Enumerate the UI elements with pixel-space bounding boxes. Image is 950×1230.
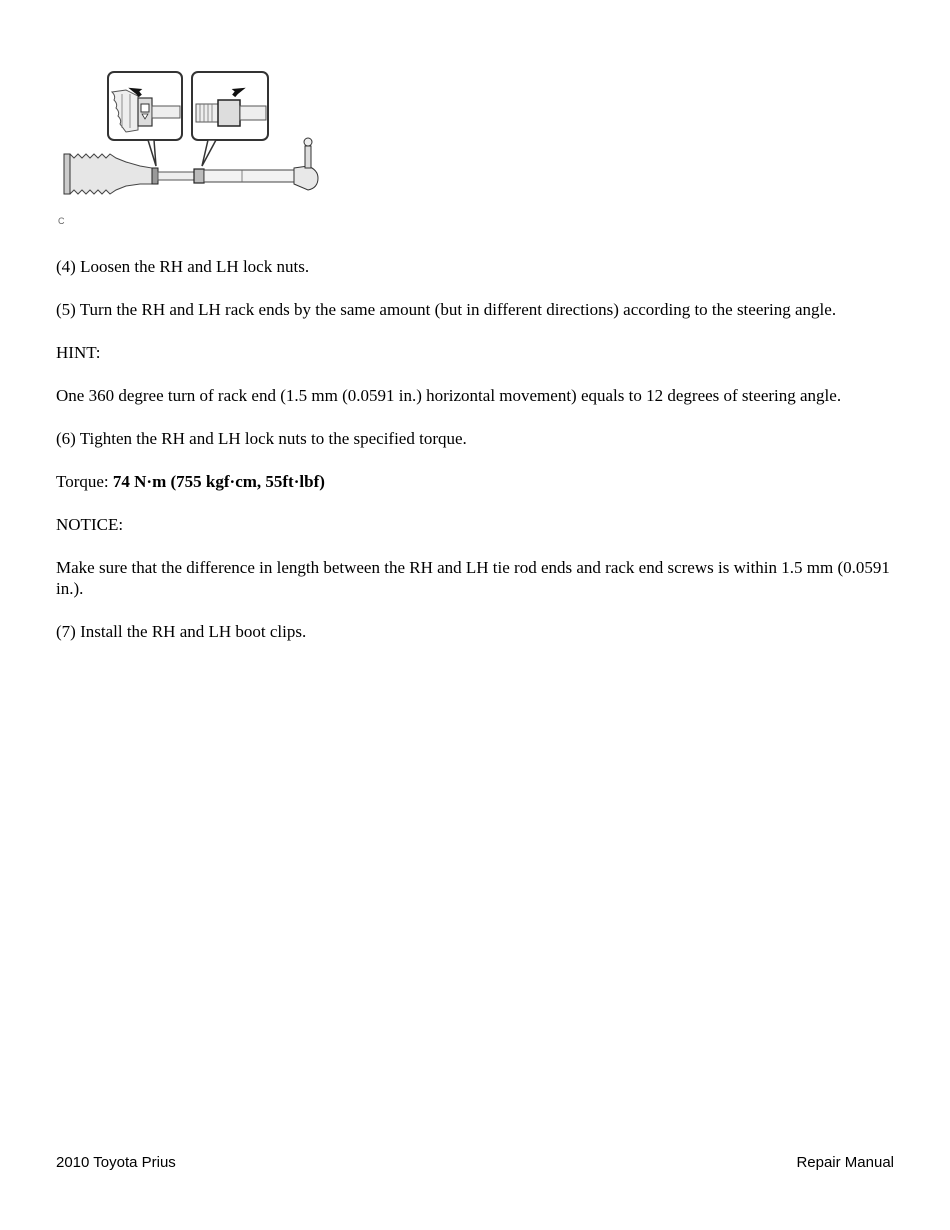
steering-rack-illustration bbox=[56, 66, 326, 206]
callout-detail-left bbox=[108, 72, 182, 166]
procedure-text bbox=[56, 256, 894, 664]
footer-manual: Repair Manual bbox=[796, 1154, 894, 1171]
step-6: (6) Tighten the RH and LH lock nuts to the specified torque. bbox=[56, 429, 467, 448]
footer-vehicle: 2010 Toyota Prius bbox=[56, 1154, 176, 1171]
notice-label: NOTICE: bbox=[56, 515, 124, 534]
step-7: (7) Install the RH and LH boot clips. bbox=[56, 622, 307, 641]
notice-text: Make sure that the difference in length between the RH and LH tie rod ends and rack end screws is within 1.5 mm (0.0591 in.). bbox=[56, 558, 890, 598]
figure-code: C bbox=[58, 216, 65, 226]
step-5: (5) Turn the RH and LH rack ends by the same amount (but in different directions) according to the steering angle. bbox=[56, 300, 837, 319]
torque-value: 74 N·m (755 kgf·cm, 55ft·lbf) bbox=[112, 472, 325, 491]
hint-label: HINT: bbox=[56, 343, 101, 362]
torque-spec bbox=[56, 471, 894, 492]
rack-boot-and-tie-rod bbox=[64, 138, 318, 194]
step-4: (4) Loosen the RH and LH lock nuts. bbox=[56, 257, 310, 276]
hint-text: One 360 degree turn of rack end (1.5 mm (0.0591 in.) horizontal movement) equals to 12 degrees of steering angle. bbox=[56, 386, 842, 405]
torque-label: Torque: bbox=[56, 472, 113, 491]
callout-detail-right bbox=[192, 72, 268, 166]
